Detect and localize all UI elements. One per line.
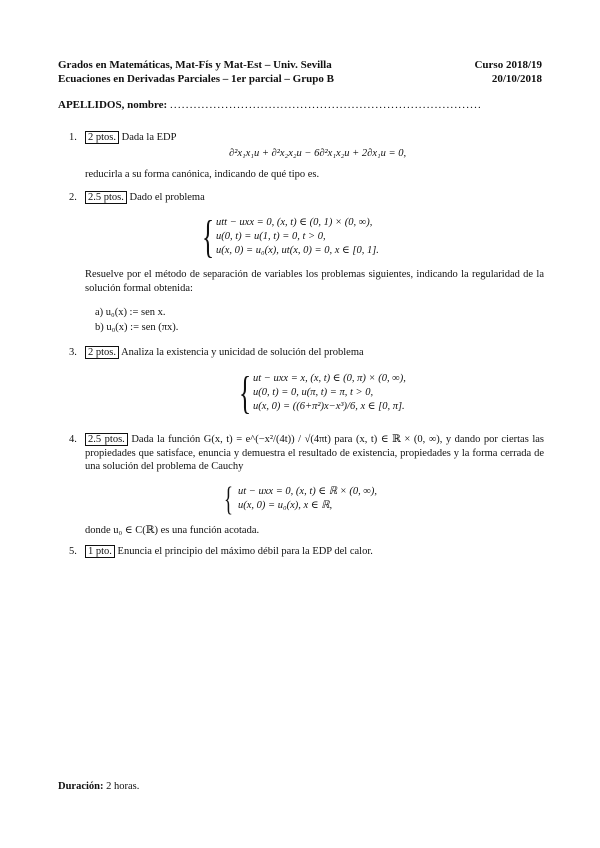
problem-number: 5. [69, 546, 77, 557]
subitem-a: a) u₀(x) := sen x. [95, 307, 166, 318]
problem-statement [85, 191, 544, 205]
problem-after: donde u₀ ∈ C(ℝ) es una función acotada. [85, 525, 260, 536]
name-label: APELLIDOS, nombre: [58, 99, 168, 111]
academic-year: Curso 2018/19 [474, 59, 542, 71]
equation-line: ut − uxx = x, (x, t) ∈ (0, π) × (0, ∞), [253, 373, 406, 384]
problem-statement [85, 433, 544, 474]
problem-text: Enuncia el principio del máximo débil para la EDP del calor. [117, 546, 373, 557]
problem-after: reducirla a su forma canónica, indicando de qué tipo es. [85, 169, 320, 180]
course-title: Grados en Matemáticas, Mat-Fís y Mat-Est – Univ. Sevilla [58, 59, 332, 71]
problem-number: 2. [69, 192, 77, 203]
points-box: 2 ptos. [85, 346, 119, 359]
problem-text: Dado el problema [129, 192, 205, 203]
duration-label: Duración: [58, 781, 104, 792]
left-brace: { [224, 481, 233, 518]
duration-value: 2 horas. [106, 781, 140, 792]
problem-number: 4. [69, 434, 77, 445]
equation-line: u(x, 0) = ((6+π²)x−x³)/6, x ∈ [0, π]. [253, 401, 405, 412]
problem-text: Dada la función G(x, t) = e^(−x²/(4t)) / √(4πt) para (x, t) ∈ ℝ × (0, ∞), y dando por ciertas las propiedades que satisface, enuncia y demuestra el resultado de existencia, propiedades y la forma cerrada de una solución del problema de Cauchy [85, 434, 545, 472]
equation-line: u(0, t) = u(1, t) = 0, t > 0, [216, 231, 326, 242]
exam-title: Ecuaciones en Derivadas Parciales – 1er parcial – Grupo B [58, 73, 334, 85]
problem-text: Dada la EDP [121, 132, 177, 143]
name-field [58, 99, 542, 111]
equation-line: u(x, 0) = u₀(x), ut(x, 0) = 0, x ∈ [0, 1]. [216, 245, 379, 256]
exam-date: 20/10/2018 [491, 73, 542, 85]
equation-line: ut − uxx = 0, (x, t) ∈ ℝ × (0, ∞), [238, 486, 378, 497]
equation-line: u(0, t) = 0, u(π, t) = π, t > 0, [253, 387, 374, 398]
problem-after: Resuelve por el método de separación de variables los problemas siguientes, indicando la regularidad de la solución formal obtenida: [85, 269, 544, 294]
duration [58, 781, 139, 792]
equation-line: u(x, 0) = u₀(x), x ∈ ℝ, [238, 500, 333, 511]
problem-statement [85, 131, 544, 145]
points-box: 2 ptos. [85, 131, 119, 144]
subitem-b: b) u₀(x) := sen (πx). [95, 322, 179, 333]
system-equations [239, 367, 469, 418]
problem-number: 1. [69, 132, 77, 143]
problem-number: 3. [69, 347, 77, 358]
system-equations [224, 481, 424, 518]
points-box: 2.5 ptos. [85, 191, 127, 204]
points-box: 1 pto. [85, 545, 115, 558]
equation-line: utt − uxx = 0, (x, t) ∈ (0, 1) × (0, ∞), [216, 217, 373, 228]
problem-text: Analiza la existencia y unicidad de solución del problema [121, 347, 364, 358]
points-box: 2.5 ptos. [85, 433, 128, 446]
edp-formula: ∂²x₁x₁u + ∂²x₂x₂u − 6∂²x₁x₂u + 2∂x₁u = 0, [229, 148, 407, 159]
problem-statement [85, 545, 544, 559]
left-brace: { [202, 211, 215, 262]
problem-statement [85, 346, 544, 360]
system-equations [202, 211, 462, 262]
name-dots: ............................................................................... [169, 99, 483, 111]
left-brace: { [239, 367, 252, 418]
